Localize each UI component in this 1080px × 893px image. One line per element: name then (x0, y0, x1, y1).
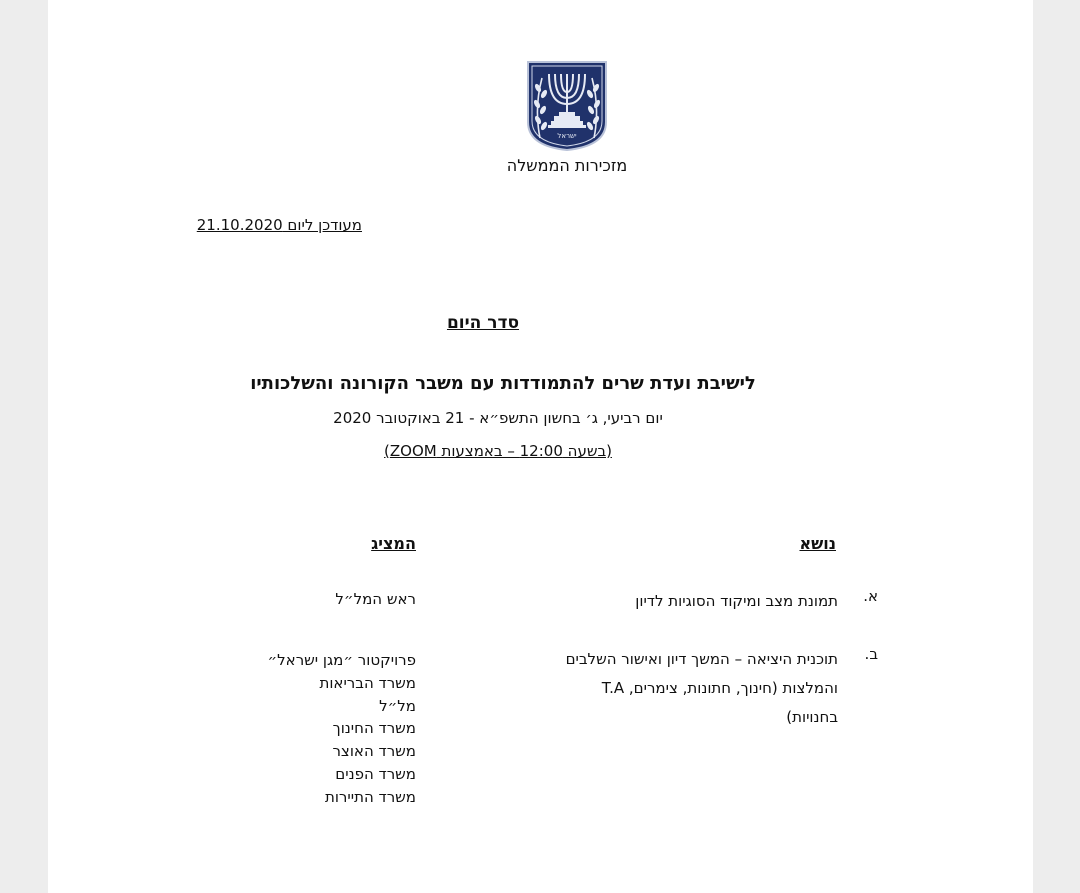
svg-text:ישראל: ישראל (557, 132, 577, 140)
presenter-column-header: המציג (371, 534, 416, 553)
meeting-time: (בשעה 12:00 – באמצעות ZOOM) (384, 442, 612, 460)
agenda-item-topic (548, 587, 878, 616)
organization-name: מזכירות הממשלה (506, 156, 628, 175)
agenda-item-presenters (198, 649, 416, 809)
state-emblem-icon (526, 60, 608, 152)
agenda-item-topic (548, 645, 878, 732)
item-topic-text: תמונת מצב ומיקוד הסוגיות לדיון (635, 592, 838, 610)
agenda-title: סדר היום (446, 313, 520, 333)
meeting-date: יום רביעי, ג׳ בחשון התשפ״א - 21 באוקטובר 2020 (333, 409, 663, 427)
document-page (48, 0, 1033, 893)
topic-column-header: נושא (799, 534, 836, 553)
presenter: משרד האוצר (332, 742, 416, 761)
item-letter: א. (863, 587, 878, 605)
presenter: מל״ל (379, 696, 416, 715)
presenter: משרד הפנים (335, 764, 416, 783)
presenter: פרויקטור ״מגן ישראל״ (267, 651, 416, 669)
item-letter: ב. (864, 645, 878, 663)
presenter: משרד התיירות (324, 787, 416, 806)
updated-date: מעודכן ליום 21.10.2020 (196, 216, 362, 234)
presenter: משרד הבריאות (319, 673, 416, 692)
presenter: משרד החינוך (332, 719, 416, 738)
agenda-item-presenters (198, 590, 416, 608)
presenter: ראש המל״ל (335, 590, 416, 608)
item-topic-text: תוכנית היציאה – המשך דיון ואישור השלבים והמלצות (חינוך, חתונות, צימרים, T.A בחנויות) (565, 650, 838, 726)
meeting-title: לישיבת ועדת שרים להתמודדות עם משבר הקורונה והשלכותיו (250, 373, 756, 394)
